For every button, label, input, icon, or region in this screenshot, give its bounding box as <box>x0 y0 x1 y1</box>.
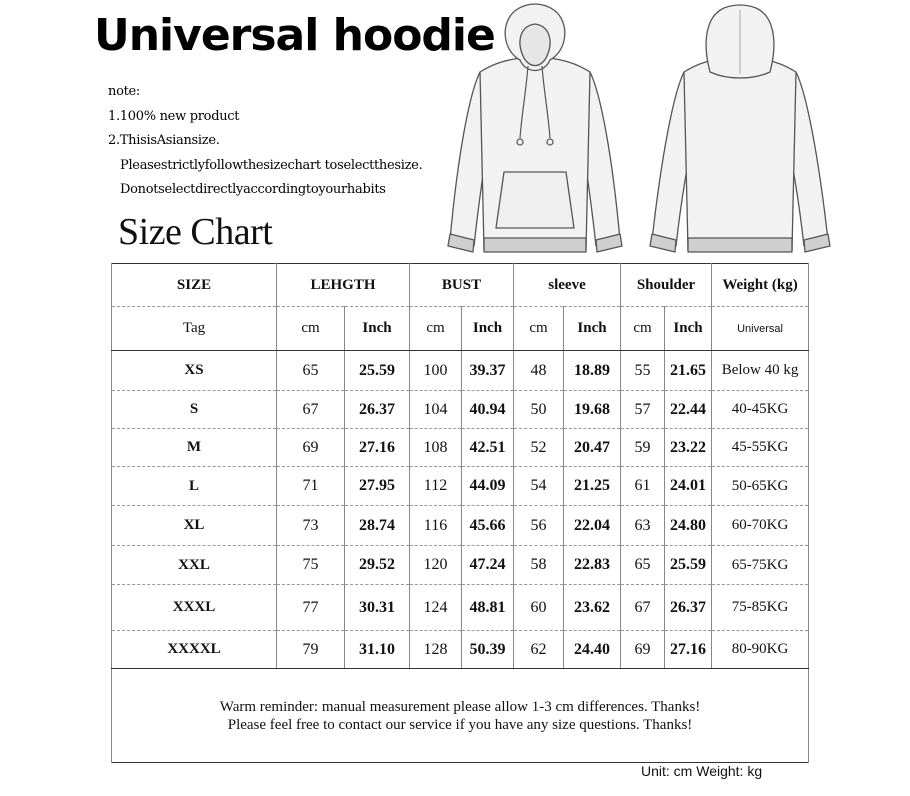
bust-cm-cell: 104 <box>410 391 462 429</box>
size-cell: S <box>112 391 277 429</box>
size-cell: L <box>112 467 277 506</box>
bust-inch-cell: 42.51 <box>462 429 514 467</box>
size-cell: XXXXL <box>112 631 277 669</box>
weight-cell: 65-75KG <box>712 546 809 585</box>
sleeve-cm-cell: 60 <box>514 585 564 631</box>
shoulder-cm-cell: 67 <box>621 585 665 631</box>
subheader-inch: Inch <box>345 307 410 351</box>
sleeve-inch-cell: 22.04 <box>564 506 621 546</box>
sleeve-inch-cell: 18.89 <box>564 351 621 391</box>
size-chart-title: Size Chart <box>118 211 273 253</box>
weight-cell: Below 40 kg <box>712 351 809 391</box>
shoulder-inch-cell: 24.01 <box>665 467 712 506</box>
bust-inch-cell: 45.66 <box>462 506 514 546</box>
shoulder-cm-cell: 69 <box>621 631 665 669</box>
bust-inch-cell: 39.37 <box>462 351 514 391</box>
table-row <box>112 429 809 467</box>
subheader-inch: Inch <box>564 307 621 351</box>
shoulder-cm-cell: 61 <box>621 467 665 506</box>
table-header-row <box>112 264 809 307</box>
shoulder-inch-cell: 23.22 <box>665 429 712 467</box>
shoulder-cm-cell: 63 <box>621 506 665 546</box>
bust-cm-cell: 112 <box>410 467 462 506</box>
length-cm-cell: 65 <box>277 351 345 391</box>
sleeve-cm-cell: 54 <box>514 467 564 506</box>
bust-inch-cell: 44.09 <box>462 467 514 506</box>
length-inch-cell: 29.52 <box>345 546 410 585</box>
subheader-universal: Universal <box>712 307 809 351</box>
subheader-cm: cm <box>621 307 665 351</box>
bust-cm-cell: 108 <box>410 429 462 467</box>
shoulder-cm-cell: 57 <box>621 391 665 429</box>
size-cell: M <box>112 429 277 467</box>
bust-cm-cell: 100 <box>410 351 462 391</box>
unit-note: Unit: cm Weight: kg <box>641 763 763 779</box>
sleeve-cm-cell: 62 <box>514 631 564 669</box>
shoulder-cm-cell: 65 <box>621 546 665 585</box>
weight-cell: 80-90KG <box>712 631 809 669</box>
page-title: Universal hoodie <box>94 10 495 61</box>
length-cm-cell: 69 <box>277 429 345 467</box>
warm-reminder-text: Warm reminder: manual measurement please allow 1-3 cm differences. Thanks! <box>219 698 701 715</box>
header-shoulder: Shoulder <box>621 264 712 307</box>
sleeve-cm-cell: 48 <box>514 351 564 391</box>
table-row <box>112 506 809 546</box>
header-length: LEHGTH <box>277 264 410 307</box>
sleeve-inch-cell: 21.25 <box>564 467 621 506</box>
sleeve-inch-cell: 23.62 <box>564 585 621 631</box>
length-cm-cell: 67 <box>277 391 345 429</box>
sleeve-inch-cell: 20.47 <box>564 429 621 467</box>
weight-cell: 45-55KG <box>712 429 809 467</box>
size-cell: XL <box>112 506 277 546</box>
shoulder-inch-cell: 24.80 <box>665 506 712 546</box>
shoulder-inch-cell: 27.16 <box>665 631 712 669</box>
subheader-inch: Inch <box>665 307 712 351</box>
length-inch-cell: 31.10 <box>345 631 410 669</box>
length-inch-cell: 30.31 <box>345 585 410 631</box>
note-heading: note: <box>108 84 140 99</box>
shoulder-cm-cell: 59 <box>621 429 665 467</box>
size-chart-table <box>111 263 809 763</box>
sleeve-cm-cell: 50 <box>514 391 564 429</box>
table-footer-row <box>112 669 809 763</box>
bust-inch-cell: 48.81 <box>462 585 514 631</box>
length-cm-cell: 79 <box>277 631 345 669</box>
header-bust: BUST <box>410 264 514 307</box>
note-line: 2.ThisisAsiansize. <box>108 133 220 148</box>
notes-block <box>108 80 422 203</box>
table-row <box>112 546 809 585</box>
table-row <box>112 631 809 669</box>
hoodie-back-illustration <box>640 2 840 260</box>
bust-inch-cell: 40.94 <box>462 391 514 429</box>
length-cm-cell: 77 <box>277 585 345 631</box>
length-inch-cell: 27.95 <box>345 467 410 506</box>
subheader-cm: cm <box>410 307 462 351</box>
bust-inch-cell: 50.39 <box>462 631 514 669</box>
note-line: Pleasestrictlyfollowthesizechart toselectthesize. <box>120 157 423 173</box>
bust-cm-cell: 120 <box>410 546 462 585</box>
note-line: Donotselectdirectlyaccordingtoyourhabits <box>120 182 386 197</box>
sleeve-inch-cell: 19.68 <box>564 391 621 429</box>
subheader-cm: cm <box>514 307 564 351</box>
weight-cell: 40-45KG <box>712 391 809 429</box>
shoulder-cm-cell: 55 <box>621 351 665 391</box>
header-sleeve: sleeve <box>514 264 621 307</box>
size-cell: XXXL <box>112 585 277 631</box>
length-inch-cell: 26.37 <box>345 391 410 429</box>
subheader-cm: cm <box>277 307 345 351</box>
shoulder-inch-cell: 26.37 <box>665 585 712 631</box>
length-cm-cell: 73 <box>277 506 345 546</box>
table-row <box>112 351 809 391</box>
table-subheader-row <box>112 307 809 351</box>
sleeve-inch-cell: 24.40 <box>564 631 621 669</box>
header-weight: Weight (kg) <box>712 264 809 307</box>
sleeve-cm-cell: 56 <box>514 506 564 546</box>
shoulder-inch-cell: 25.59 <box>665 546 712 585</box>
weight-cell: 60-70KG <box>712 506 809 546</box>
weight-cell: 50-65KG <box>712 467 809 506</box>
subheader-tag: Tag <box>112 307 277 351</box>
length-inch-cell: 28.74 <box>345 506 410 546</box>
shoulder-inch-cell: 22.44 <box>665 391 712 429</box>
weight-cell: 75-85KG <box>712 585 809 631</box>
header-size: SIZE <box>112 264 277 307</box>
sleeve-cm-cell: 52 <box>514 429 564 467</box>
bust-cm-cell: 128 <box>410 631 462 669</box>
bust-inch-cell: 47.24 <box>462 546 514 585</box>
size-cell: XS <box>112 351 277 391</box>
table-row <box>112 391 809 429</box>
hoodie-front-illustration <box>436 2 634 260</box>
bust-cm-cell: 116 <box>410 506 462 546</box>
contact-service-text: Please feel free to contact our service if you have any size questions. Thanks! <box>227 716 693 733</box>
length-cm-cell: 71 <box>277 467 345 506</box>
sleeve-cm-cell: 58 <box>514 546 564 585</box>
shoulder-inch-cell: 21.65 <box>665 351 712 391</box>
footer-cell <box>112 669 809 763</box>
size-cell: XXL <box>112 546 277 585</box>
length-inch-cell: 25.59 <box>345 351 410 391</box>
note-line: 1.100% new product <box>108 108 240 124</box>
sleeve-inch-cell: 22.83 <box>564 546 621 585</box>
bust-cm-cell: 124 <box>410 585 462 631</box>
length-inch-cell: 27.16 <box>345 429 410 467</box>
subheader-inch: Inch <box>462 307 514 351</box>
table-row <box>112 585 809 631</box>
table-row <box>112 467 809 506</box>
length-cm-cell: 75 <box>277 546 345 585</box>
